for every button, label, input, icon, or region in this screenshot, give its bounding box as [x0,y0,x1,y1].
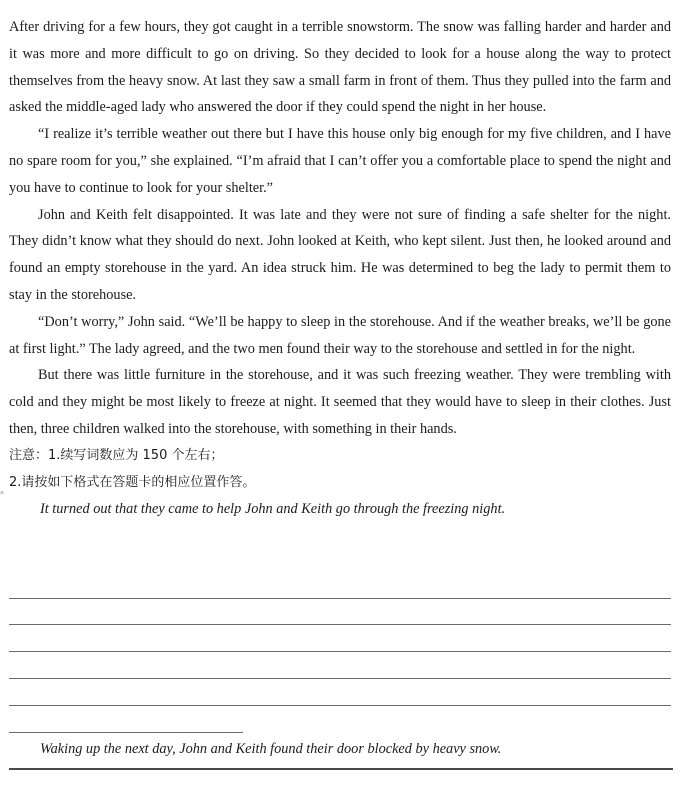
margin-mark: ₐ [0,486,4,497]
answer-line [9,705,671,706]
answer-line [9,598,671,599]
passage [9,14,671,523]
answer-line [9,768,673,770]
instruction-note-2: 2.请按如下格式在答题卡的相应位置作答。 [9,474,256,490]
answer-line [9,624,671,625]
answer-line [9,651,671,652]
paragraph-5: But there was little furniture in the storehouse, and it was such freezing weather. They were trembling with cold and they might be most likely to freeze at night. It seemed that they would have to sleep in their clothes. Just then, three children walked into the storehouse, with something in their hands. [9,367,671,437]
paragraph-3: John and Keith felt disappointed. It was late and they were not sure of finding a safe shelter for the night. They didn’t know what they should do next. John looked at Keith, who kept silent. Just then, he looked around and found an empty storehouse in the yard. An idea struck him. He was determined to beg the lady to permit them to stay in the storehouse. [9,206,671,303]
answer-line [9,678,671,679]
paragraph-2: “I realize it’s terrible weather out there but I have this house only big enough for my five children, and I have no spare room for you,” she explained. “I’m afraid that I can’t offer you a comfortable place to spend the night and you have to continue to look for your shelter.” [9,126,671,196]
continuation-prompt-1: It turned out that they came to help John and Keith go through the freezing night. [40,501,506,518]
paragraph-1: After driving for a few hours, they got caught in a terrible snowstorm. The snow was falling harder and harder and it was more and more difficult to go on driving. So they decided to look for a house along the way to protect themselves from the heavy snow. At last they saw a small farm in front of them. Thus they pulled into the farm and asked the middle-aged lady who answered the door if they could spend the night in her house. [9,19,671,116]
continuation-prompt-2: Waking up the next day, John and Keith found their door blocked by heavy snow. [40,741,502,757]
instruction-note-1: 注意：1.续写词数应为 150 个左右； [9,447,224,463]
answer-line-short [9,732,243,733]
paragraph-4: “Don’t worry,” John said. “We’ll be happy to sleep in the storehouse. And if the weather breaks, we’ll be gone at first light.” The lady agreed, and the two men found their way to the storehouse and settled in for the night. [9,313,671,357]
